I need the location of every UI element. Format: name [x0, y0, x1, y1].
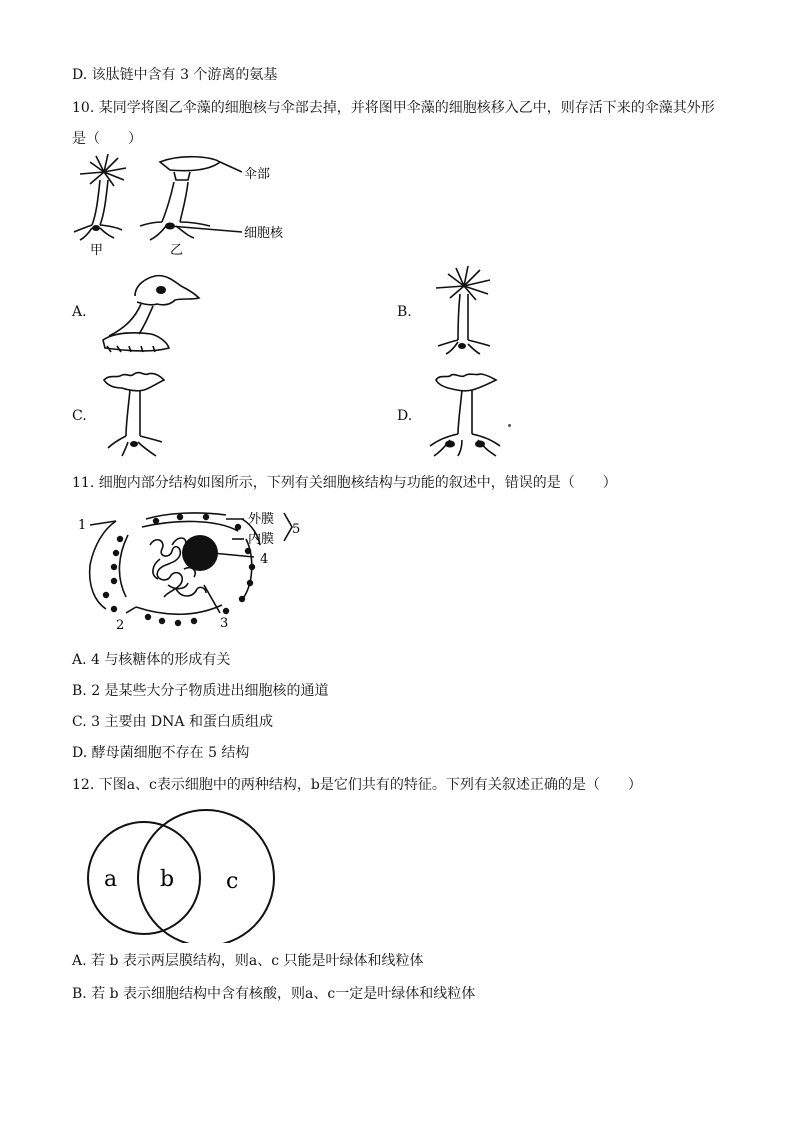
label-2: 2	[116, 618, 125, 633]
q10-figure-jia-yi	[70, 150, 290, 260]
label-3: 3	[220, 616, 229, 631]
q11-option-c: C. 3 主要由 DNA 和蛋白质组成	[72, 714, 273, 730]
q10-option-b-label: B.	[397, 304, 412, 320]
label-jia: 甲	[90, 243, 104, 258]
q11-option-d: D. 酵母菌细胞不存在 5 结构	[72, 745, 250, 761]
q10-option-d-figure	[422, 370, 522, 462]
label-yi: 乙	[170, 243, 184, 258]
stray-dot	[508, 424, 511, 427]
q11-stem: 11. 细胞内部分结构如图所示，下列有关细胞核结构与功能的叙述中，错误的是（ ）	[72, 475, 617, 491]
q11-option-b: B. 2 是某些大分子物质进出细胞核的通道	[72, 683, 329, 699]
q12-option-b: B. 若 b 表示细胞结构中含有核酸，则a、c一定是叶绿体和线粒体	[72, 986, 476, 1002]
q11-nucleus-figure	[76, 505, 316, 635]
label-outer-membrane: 外膜	[248, 512, 275, 527]
q10-option-d-label: D.	[397, 408, 413, 424]
q10-option-c-figure	[100, 370, 180, 460]
q11-option-a: A. 4 与核糖体的形成有关	[72, 652, 231, 668]
venn-label-a: a	[104, 867, 118, 892]
q10-stem-cont: 是（ ）	[72, 131, 142, 147]
q10-option-a-label: A.	[72, 304, 87, 320]
label-5: 5	[292, 522, 301, 537]
label-inner-membrane: 内膜	[248, 532, 275, 547]
q10-option-a-figure	[95, 268, 205, 358]
q9-option-d: D. 该肽链中含有 3 个游离的氨基	[72, 67, 278, 83]
q12-option-a: A. 若 b 表示两层膜结构，则a、c 只能是叶绿体和线粒体	[72, 953, 424, 969]
label-nucleus: 细胞核	[244, 226, 284, 241]
q10-option-b-figure	[428, 264, 498, 358]
venn-label-b: b	[160, 867, 175, 892]
q10-stem: 10. 某同学将图乙伞藻的细胞核与伞部去掉，并将图甲伞藻的细胞核移入乙中，则存活下来的伞藻其外形	[72, 100, 715, 116]
q12-venn-diagram	[84, 808, 284, 943]
venn-label-c: c	[226, 869, 239, 894]
q12-stem: 12. 下图a、c表示细胞中的两种结构，b是它们共有的特征。下列有关叙述正确的是（ ）	[72, 777, 642, 793]
label-1: 1	[78, 518, 87, 533]
q10-option-c-label: C.	[72, 408, 87, 424]
label-4: 4	[260, 552, 269, 567]
label-cap: 伞部	[244, 167, 271, 182]
